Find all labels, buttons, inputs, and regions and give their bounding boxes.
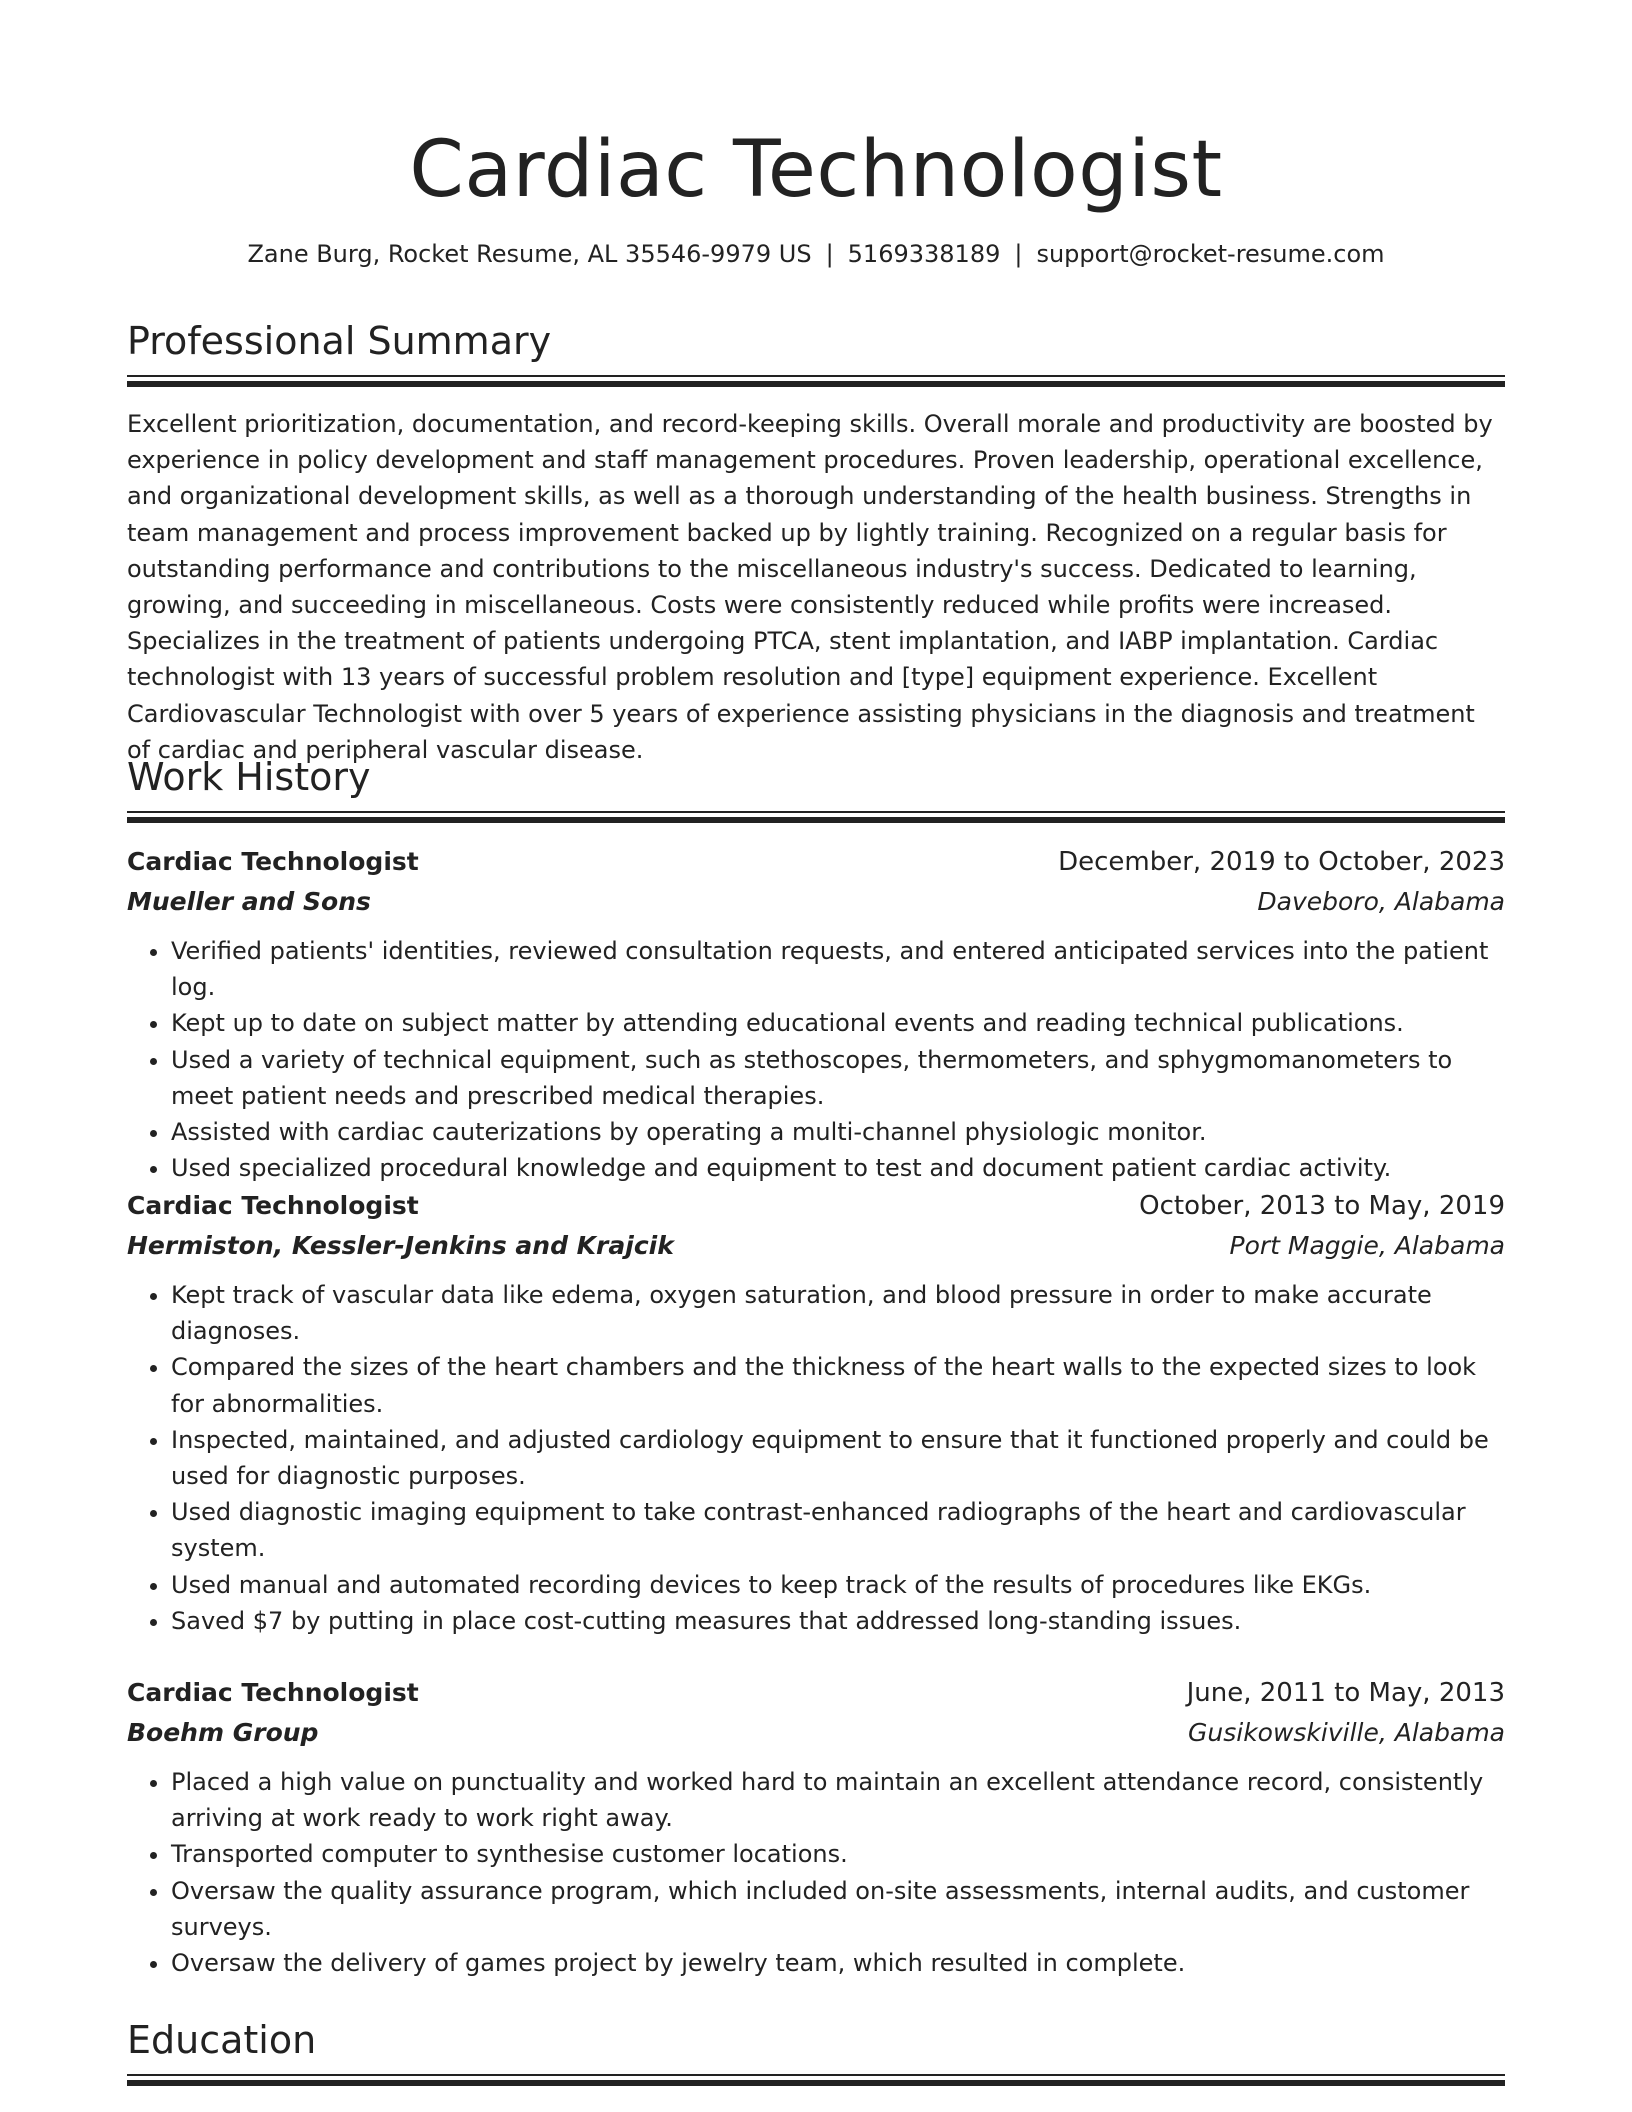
education-section-header xyxy=(127,2015,1505,2086)
job-bullet: • Transported computer to synthesise customer locations. xyxy=(171,1836,1505,1872)
contact-separator: | xyxy=(1014,240,1023,268)
job-bullets xyxy=(127,1764,1505,1981)
job-bullet: • Assisted with cardiac cauterizations by operating a multi-channel physiologic monitor. xyxy=(171,1114,1505,1150)
summary-section-header xyxy=(127,316,1505,387)
resume-title: Cardiac Technologist xyxy=(409,125,1223,215)
job-bullet: • Used diagnostic imaging equipment to take contrast-enhanced radiographs of the heart and cardiovascular system. xyxy=(171,1494,1505,1566)
job-bullet: • Kept track of vascular data like edema, oxygen saturation, and blood pressure in order to make accurate diagnoses. xyxy=(171,1277,1505,1349)
job-bullet: • Inspected, maintained, and adjusted cardiology equipment to ensure that it functioned properly and could be used for diagnostic purposes. xyxy=(171,1422,1505,1494)
job-bullet: • Used manual and automated recording devices to keep track of the results of procedures like EKGs. xyxy=(171,1567,1505,1603)
job-company: Mueller and Sons xyxy=(127,887,371,916)
job-entry xyxy=(127,1673,1505,1981)
job-company-row xyxy=(127,1226,1505,1265)
job-title: Cardiac Technologist xyxy=(127,847,419,876)
job-dates: June, 2011 to May, 2013 xyxy=(1186,1678,1505,1708)
job-bullets xyxy=(127,1277,1505,1639)
job-bullet: • Kept up to date on subject matter by attending educational events and reading technical publications. xyxy=(171,1005,1505,1041)
job-header-row xyxy=(127,1673,1505,1713)
job-company: Hermiston, Kessler-Jenkins and Krajcik xyxy=(127,1231,674,1260)
work-section-header xyxy=(127,752,1505,823)
job-bullet: • Placed a high value on punctuality and worked hard to maintain an excellent attendance record, consistently arriving at work ready to work right away. xyxy=(171,1764,1505,1836)
work-heading: Work History xyxy=(127,755,371,799)
section-divider xyxy=(127,811,1505,823)
job-entry xyxy=(127,842,1505,1186)
job-bullet: • Used a variety of technical equipment, such as stethoscopes, thermometers, and sphygmomanometers to meet patient needs and prescribed medical therapies. xyxy=(171,1042,1505,1114)
summary-heading: Professional Summary xyxy=(127,319,552,363)
job-company: Boehm Group xyxy=(127,1718,319,1747)
job-bullet: • Used specialized procedural knowledge and equipment to test and document patient cardiac activity. xyxy=(171,1150,1505,1186)
contact-phone: 5169338189 xyxy=(847,240,1001,268)
summary-text: Excellent prioritization, documentation, and record-keeping skills. Overall morale and productivity are boosted by experience in policy development and staff management procedures. Proven leadership, operational excellence, and organizational development skills, as well as a thorough understanding of the health business. Strengths in team management and process improvement backed up by lightly training. Recognized on a regular basis for outstanding performance and contributions to the miscellaneous industry's success. Dedicated to learning, growing, and succeeding in miscellaneous. Costs were consistently reduced while profits were increased. Specializes in the treatment of patients undergoing PTCA, stent implantation, and IABP implantation. Cardiac technologist with 13 years of successful problem resolution and [type] equipment experience. Excellent Cardiovascular Technologist with over 5 years of experience assisting physicians in the diagnosis and treatment of cardiac and peripheral vascular disease. xyxy=(127,410,1493,764)
job-dates: December, 2019 to October, 2023 xyxy=(1058,847,1505,877)
job-bullet: • Verified patients' identities, reviewed consultation requests, and entered anticipated services into the patient log. xyxy=(171,933,1505,1005)
job-location: Port Maggie, Alabama xyxy=(1229,1231,1505,1260)
job-company-row xyxy=(127,882,1505,921)
contact-address: Zane Burg, Rocket Resume, AL 35546-9979 US xyxy=(247,240,812,268)
contact-line xyxy=(127,236,1505,272)
job-bullet: • Oversaw the delivery of games project by jewelry team, which resulted in complete. xyxy=(171,1945,1505,1981)
contact-separator: | xyxy=(825,240,834,268)
job-bullets xyxy=(127,933,1505,1186)
contact-email: support@rocket-resume.com xyxy=(1036,240,1385,268)
job-company-row xyxy=(127,1713,1505,1752)
job-entry xyxy=(127,1186,1505,1639)
job-dates: October, 2013 to May, 2019 xyxy=(1139,1191,1505,1221)
job-location: Gusikowskiville, Alabama xyxy=(1188,1718,1505,1747)
job-bullet: • Saved $7 by putting in place cost-cutting measures that addressed long-standing issues. xyxy=(171,1603,1505,1639)
job-bullet: • Compared the sizes of the heart chambers and the thickness of the heart walls to the expected sizes to look for abnormalities. xyxy=(171,1349,1505,1421)
job-bullet: • Oversaw the quality assurance program, which included on-site assessments, internal audits, and customer surveys. xyxy=(171,1873,1505,1945)
job-title: Cardiac Technologist xyxy=(127,1678,419,1707)
job-header-row xyxy=(127,1186,1505,1226)
section-divider xyxy=(127,375,1505,387)
job-header-row xyxy=(127,842,1505,882)
section-divider xyxy=(127,2074,1505,2086)
job-location: Daveboro, Alabama xyxy=(1257,887,1505,916)
education-heading: Education xyxy=(127,2018,317,2062)
job-title: Cardiac Technologist xyxy=(127,1191,419,1220)
